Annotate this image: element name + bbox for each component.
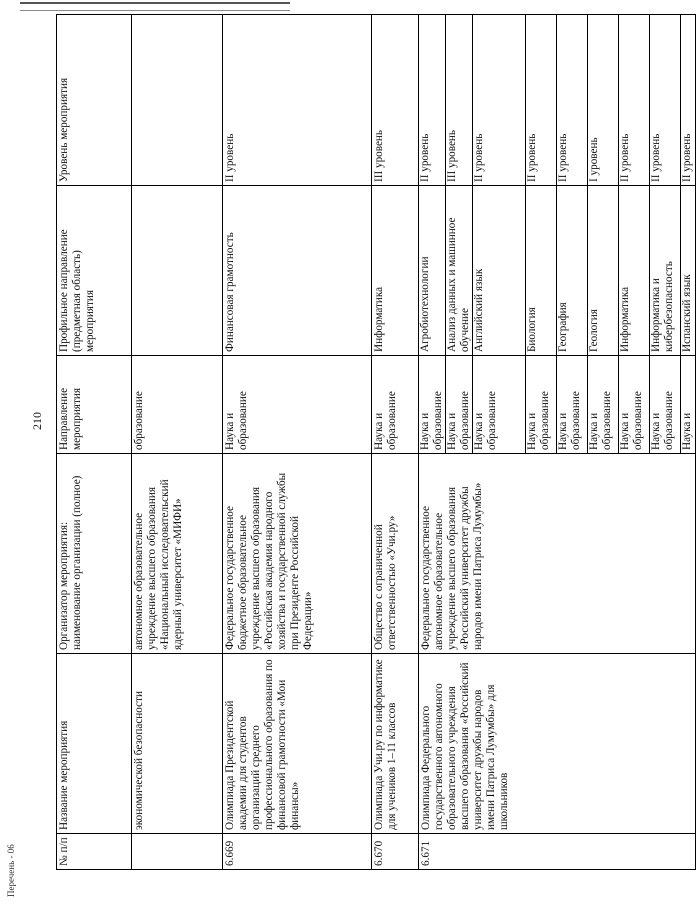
sub-profile: Информатика	[619, 186, 650, 355]
table-row-split	[419, 15, 696, 870]
sub-direction: Наука и образование	[650, 356, 681, 453]
sub-direction: Наука и образование	[446, 356, 473, 453]
header-profile: Профильное направление (предметная область) мероприятия	[57, 186, 132, 356]
header-num: № п/п	[57, 834, 132, 870]
sub-level: II уровень	[619, 15, 650, 185]
header-level: Уровень мероприятия	[57, 15, 132, 186]
sub-level: II уровень	[526, 15, 557, 185]
sub-level: II уровень	[681, 133, 693, 182]
page-number: 210	[30, 412, 44, 430]
cell-level-list	[419, 15, 696, 186]
cell-name: Олимпиада Федерального государственного автономного образовательного учреждения высшего образования «Российский университет дружбы народов имени Патриса Лумумбы» для школьников	[419, 654, 696, 834]
cell-organizer: автономное образовательное учреждение высшего образования «Национальный исследовательский ядерный университет «МИФИ»	[132, 454, 223, 654]
sub-profile: Агробиотехнологии	[419, 186, 446, 355]
sub-level: II уровень	[419, 15, 446, 185]
cell-organizer: Федеральное государственное автономное образовательное учреждение высшего образования «Российский университет дружбы народов имени Патриса Лумумбы»	[419, 454, 696, 654]
cell-name: Олимпиада Учи.ру по информатике для учеников 1–11 классов	[372, 654, 419, 834]
sub-direction: Наука и образование	[619, 356, 650, 453]
header-row	[57, 15, 132, 870]
cell-profile: Информатика	[372, 186, 419, 356]
sub-level: II уровень	[650, 15, 681, 185]
cell-level	[132, 15, 223, 186]
cell-num: 6.671	[419, 834, 696, 870]
cell-organizer: Федеральное государственное бюджетное образовательное учреждение высшего образования «Российская академия народного хозяйства и государственной службы при Президенте Российской Федерации»	[223, 454, 372, 654]
cell-level: III уровень	[372, 15, 419, 186]
table-row	[372, 15, 419, 870]
cell-name: Олимпиада Президентской академии для студентов организаций среднего профессионального образования по финансовой грамотности «Мои финансы»	[223, 654, 372, 834]
rotated-page	[22, 15, 693, 870]
table-row	[223, 15, 372, 870]
sub-direction: Наука и	[681, 412, 693, 450]
sub-direction: Наука и образование	[557, 356, 588, 453]
cell-num: 6.670	[372, 834, 419, 870]
sub-profile: Геология	[588, 186, 619, 355]
cell-profile: Финансовая грамотность	[223, 186, 372, 356]
cell-direction: Наука и образование	[223, 356, 372, 454]
cell-direction-list	[419, 356, 696, 454]
footer-note: Перечень - 06	[6, 844, 16, 897]
cell-direction: Наука и образование	[372, 356, 419, 454]
cell-direction: образование	[132, 356, 223, 454]
header-organizer: Организатор мероприятия: наименование организации (полное)	[57, 454, 132, 654]
cell-profile-list	[419, 186, 696, 356]
sub-profile: Английский язык	[473, 186, 526, 355]
events-table	[56, 14, 696, 870]
cell-num: 6.669	[223, 834, 372, 870]
cell-level: II уровень	[223, 15, 372, 186]
sub-profile: География	[557, 186, 588, 355]
sub-direction: Наука и образование	[473, 356, 526, 453]
cell-num	[132, 834, 223, 870]
table-row	[132, 15, 223, 870]
cell-profile	[132, 186, 223, 356]
sub-profile: Биология	[526, 186, 557, 355]
sub-profile: Информатика и кибербезопасность	[650, 186, 681, 355]
sub-direction: Наука и образование	[588, 356, 619, 453]
sub-level: II уровень	[473, 15, 526, 185]
sub-direction: Наука и образование	[419, 356, 446, 453]
sub-level: III уровень	[446, 15, 473, 185]
sub-profile: Анализ данных и машинное обучение	[446, 186, 473, 355]
sub-profile: Испанский язык	[681, 274, 693, 352]
header-name: Название мероприятия	[57, 654, 132, 834]
sub-direction: Наука и образование	[526, 356, 557, 453]
table-container	[56, 15, 693, 870]
header-direction: Направление мероприятия	[57, 356, 132, 454]
sub-level: II уровень	[557, 15, 588, 185]
cell-organizer: Общество с ограниченной ответственностью «Учи.ру»	[372, 454, 419, 654]
cell-name: экономической безопасности	[132, 654, 223, 834]
sub-level: I уровень	[588, 15, 619, 185]
top-rule	[20, 2, 290, 11]
